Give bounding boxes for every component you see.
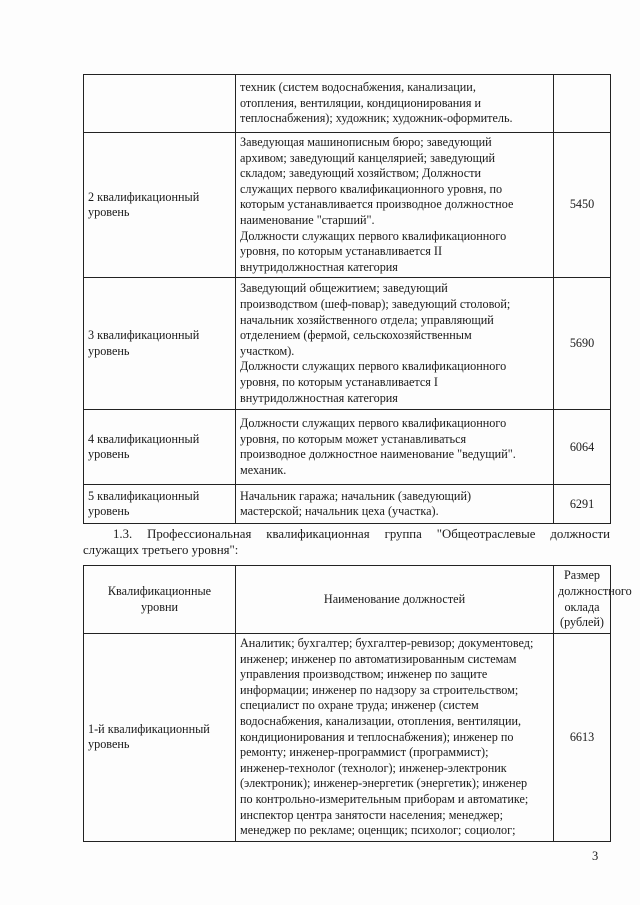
salary-cell: 5450 bbox=[554, 133, 611, 278]
qualification-level-cell: 5 квалификационный уровень bbox=[84, 485, 236, 524]
column-header-positions: Наименование должностей bbox=[236, 566, 554, 634]
salary-table-third-level bbox=[83, 565, 632, 842]
table-row bbox=[84, 75, 611, 133]
positions-cell: Заведующая машинописным бюро; заведующий архивом; заведующий канцелярией; заведующий складом; заведующий хозяйством; Должности служащих первого квалификационного уровня, по которым устанавливается производное должностное наименование "старший". Должности служащих первого квалификационного уровня, по которым устанавливается II внутридолжностная категория bbox=[236, 133, 554, 278]
qualification-level-cell: 2 квалификационный уровень bbox=[84, 133, 236, 278]
positions-cell: Начальник гаража; начальник (заведующий) мастерской; начальник цеха (участка). bbox=[236, 485, 554, 524]
salary-table-second-level bbox=[83, 74, 611, 524]
qualification-level-cell: 4 квалификационный уровень bbox=[84, 410, 236, 485]
column-header-levels: Квалификационные уровни bbox=[84, 566, 236, 634]
table-row bbox=[84, 278, 611, 410]
page-number: 3 bbox=[592, 849, 599, 863]
section-heading-1-3: 1.3. Профессиональная квалификационная группа "Общеотраслевые должности служащих третьего уровня": bbox=[83, 527, 610, 557]
table-row bbox=[84, 485, 611, 524]
qualification-level-cell: 3 квалификационный уровень bbox=[84, 278, 236, 410]
table-row bbox=[84, 133, 611, 278]
positions-cell: техник (систем водоснабжения, канализации, отопления, вентиляции, кондиционирования и теплоснабжения); художник; художник-оформитель. bbox=[236, 75, 554, 133]
table-header-row bbox=[84, 566, 611, 634]
qualification-level-cell bbox=[84, 75, 236, 133]
salary-cell bbox=[554, 75, 611, 133]
positions-cell: Должности служащих первого квалификационного уровня, по которым может устанавливаться производное должностное наименование "ведущий". механик. bbox=[236, 410, 554, 485]
positions-cell: Заведующий общежитием; заведующий производством (шеф-повар); заведующий столовой; начальник хозяйственного отдела; управляющий отделением (фермой, сельскохозяйственным участком). Должности служащих первого квалификационного уровня, по которым устанавливается I внутридолжностная категория bbox=[236, 278, 554, 410]
qualification-level-cell: 1-й квалификационный уровень bbox=[84, 634, 236, 842]
table-row bbox=[84, 634, 611, 842]
salary-cell: 6613 bbox=[554, 634, 611, 842]
table-row bbox=[84, 410, 611, 485]
salary-cell: 6064 bbox=[554, 410, 611, 485]
salary-cell: 6291 bbox=[554, 485, 611, 524]
salary-cell: 5690 bbox=[554, 278, 611, 410]
column-header-salary: Размер должностного оклада (рублей) bbox=[554, 566, 611, 634]
positions-cell: Аналитик; бухгалтер; бухгалтер-ревизор; документовед; инженер; инженер по автоматизированным системам управления производством; инженер по защите информации; инженер по надзору за строительством; специалист по охране труда; инженер (систем водоснабжения, канализации, отопления, вентиляции, кондиционирования и теплоснабжения); инженер по ремонту; инженер-программист (программист); инженер-технолог (технолог); инженер-электроник (электроник); инженер-энергетик (энергетик); инженер по контрольно-измерительным приборам и автоматике; инспектор центра занятости населения; менеджер; менеджер по рекламе; оценщик; психолог; социолог; bbox=[236, 634, 554, 842]
